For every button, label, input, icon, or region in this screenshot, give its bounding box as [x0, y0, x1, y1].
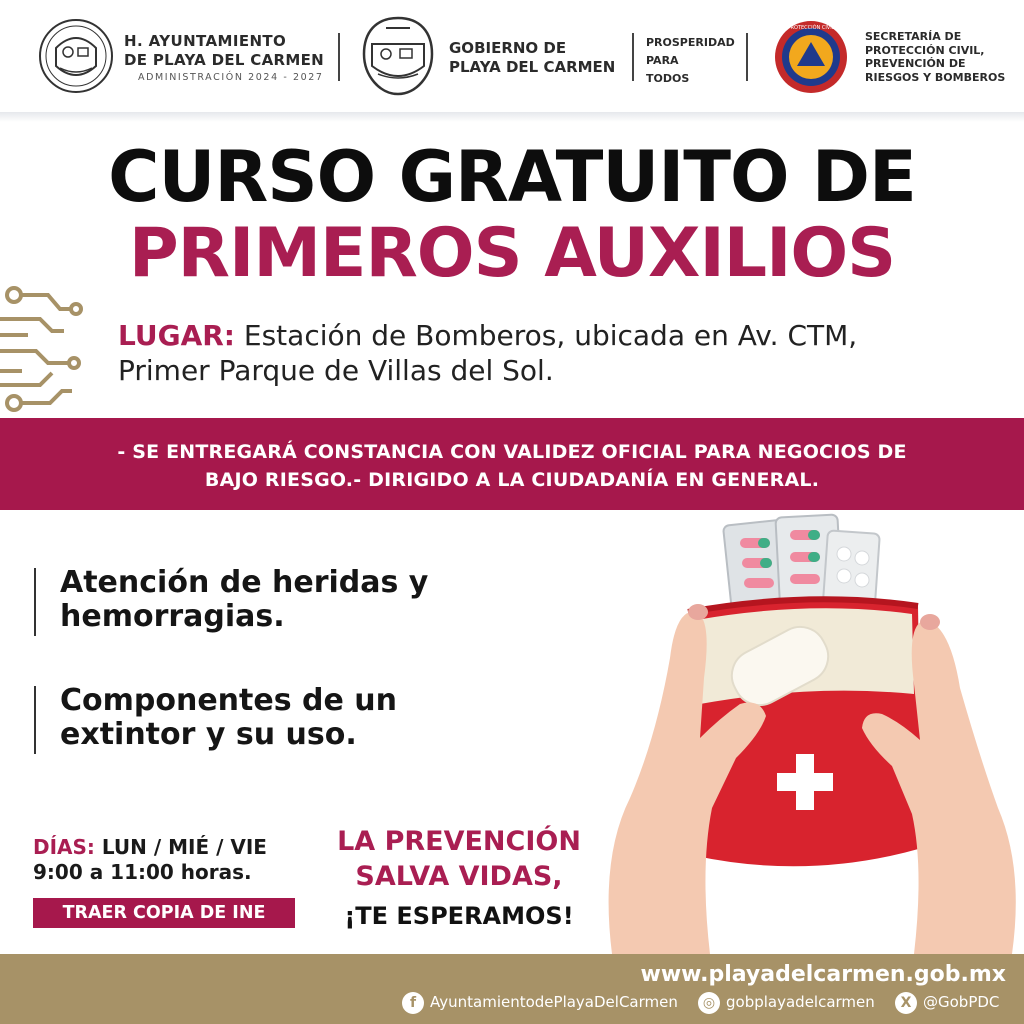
- title-line2: PRIMEROS AUXILIOS: [128, 214, 896, 293]
- lugar-label: LUGAR:: [118, 319, 235, 352]
- administracion-label: ADMINISTRACIÓN 2024 - 2027: [138, 72, 324, 83]
- lema-line: TODOS: [646, 72, 690, 85]
- circuit-decoration: [0, 285, 90, 415]
- ayuntamiento-name-line1: H. AYUNTAMIENTO: [124, 32, 287, 50]
- constancia-text: [40, 438, 984, 494]
- constancia-line1: - SE ENTREGARÁ CONSTANCIA CON VALIDEZ OFICIAL PARA NEGOCIOS DE: [117, 441, 907, 463]
- facebook-icon: f: [402, 992, 424, 1014]
- lema-line: PARA: [646, 54, 679, 67]
- secretaria-line: PROTECCIÓN CIVIL,: [865, 43, 985, 57]
- constancia-line2: BAJO RIESGO.- DIRIGIDO A LA CIUDADANÍA EN GENERAL.: [204, 469, 820, 491]
- secretaria-line: SECRETARÍA DE: [865, 30, 962, 43]
- gobierno-name-line2: PLAYA DEL CARMEN: [449, 58, 616, 76]
- topic-line: extintor y su uso.: [60, 717, 357, 752]
- proteccion-civil-seal-logo: [774, 20, 848, 94]
- instagram-link[interactable]: [698, 990, 875, 1014]
- topic-line: hemorragias.: [60, 599, 285, 634]
- gobierno-name-line1: GOBIERNO DE: [449, 39, 567, 57]
- seal-ring-text: PROTECCIÓN CIVIL: [787, 25, 835, 31]
- topic-extintor: [60, 684, 397, 752]
- gobierno-seal-logo: [356, 14, 440, 98]
- topic-heridas: [60, 566, 428, 634]
- ayuntamiento-seal-logo: [38, 18, 114, 94]
- header-divider: [632, 33, 634, 81]
- header-divider: [746, 33, 748, 81]
- lugar-info: [118, 318, 998, 388]
- x-icon: X: [895, 992, 917, 1014]
- facebook-handle: AyuntamientodePlayaDelCarmen: [430, 993, 678, 1011]
- secretaria-line: RIESGOS Y BOMBEROS: [865, 70, 1006, 84]
- topic-line: Componentes de un: [60, 683, 398, 718]
- dias-label: DÍAS:: [33, 835, 95, 859]
- title-line1: CURSO GRATUITO DE: [108, 136, 916, 218]
- header-shadow: [0, 112, 1024, 122]
- topic-marker: [34, 568, 36, 636]
- topic-line: Atención de heridas y: [60, 565, 429, 600]
- slogan-line3: ¡TE ESPERAMOS!: [344, 902, 574, 930]
- x-link[interactable]: [895, 990, 999, 1014]
- horario: 9:00 a 11:00 horas.: [33, 860, 252, 884]
- topic-marker: [34, 686, 36, 754]
- dias-value: LUN / MIÉ / VIE: [94, 835, 267, 859]
- requisito-ine-badge: TRAER COPIA DE INE: [33, 898, 295, 928]
- lugar-text-line1: Estación de Bomberos, ubicada en Av. CTM,: [235, 319, 858, 352]
- dias-info: [33, 834, 267, 860]
- website-link[interactable]: www.playadelcarmen.gob.mx: [640, 962, 1006, 987]
- instagram-handle: gobplayadelcarmen: [726, 993, 875, 1011]
- lema-line: PROSPERIDAD: [646, 36, 735, 49]
- instagram-icon: ◎: [698, 992, 720, 1014]
- first-aid-kit-photo: [600, 508, 1024, 954]
- lema-prosperidad: [646, 34, 735, 88]
- slogan-line2: SALVA VIDAS,: [355, 861, 563, 892]
- secretaria-label: [865, 30, 1005, 84]
- ayuntamiento-name-line2: DE PLAYA DEL CARMEN: [124, 51, 324, 69]
- x-handle: @GobPDC: [923, 993, 1000, 1011]
- secretaria-line: PREVENCIÓN DE: [865, 57, 966, 70]
- header-divider: [338, 33, 340, 81]
- facebook-link[interactable]: [402, 990, 678, 1014]
- slogan-line1: LA PREVENCIÓN: [337, 826, 581, 857]
- lugar-text-line2: Primer Parque de Villas del Sol.: [118, 354, 554, 387]
